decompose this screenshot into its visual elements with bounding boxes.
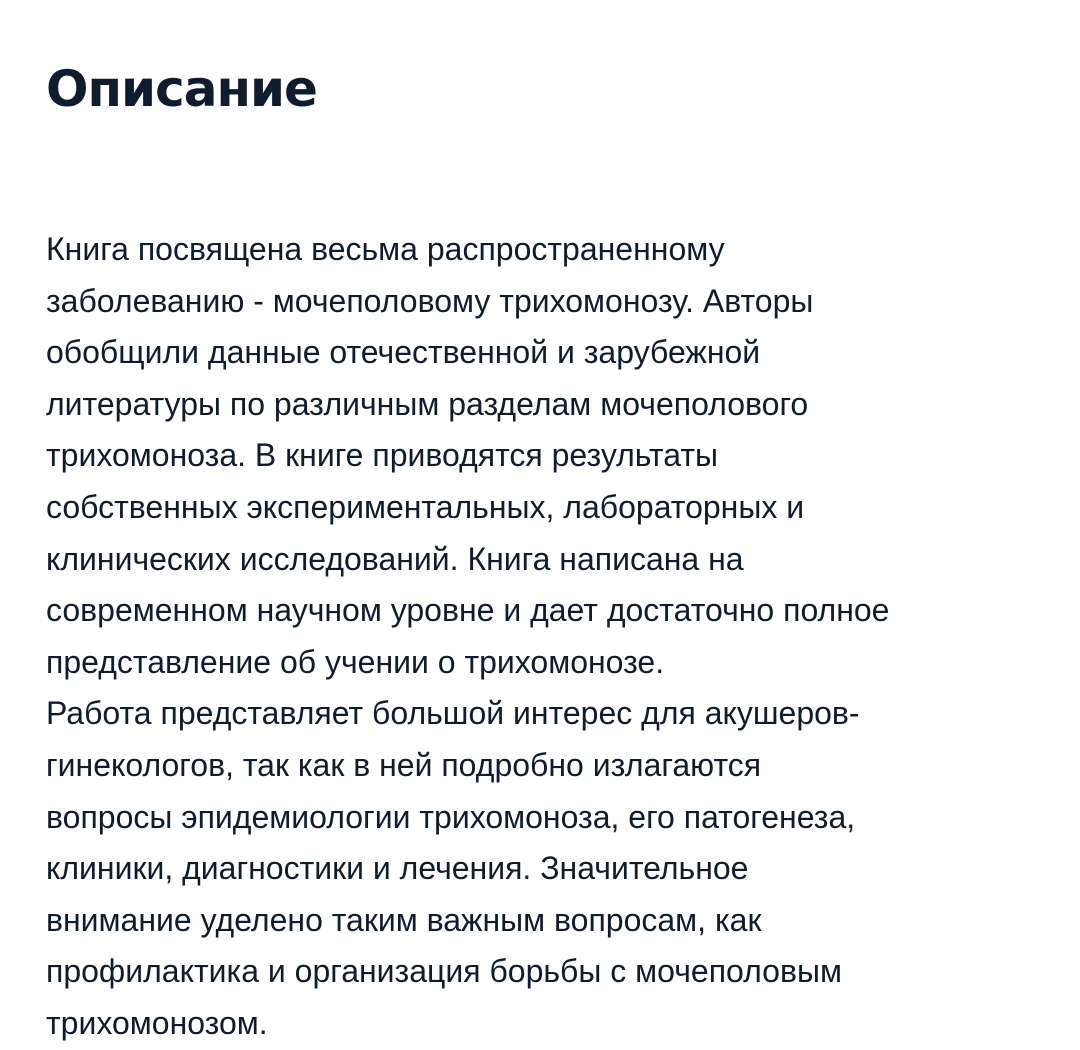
description-line: собственных экспериментальных, лабораторных и (46, 488, 805, 525)
description-line: Книга посвящена весьма распространенному (46, 231, 725, 267)
description-line: обобщили данные отечественной и зарубежной (46, 334, 761, 371)
description-line: вопросы эпидемиологии трихомоноза, его патогенеза, (46, 798, 856, 835)
description-line: Работа представляет большой интерес для акушеров- (46, 695, 860, 732)
description-body (46, 224, 1046, 1050)
section-title: Описание (46, 60, 317, 118)
description-line: профилактика и организация борьбы с мочеполовым (46, 953, 842, 990)
description-line: трихомонозом. (46, 1004, 268, 1041)
description-line: клиники, диагностики и лечения. Значительное (46, 850, 749, 887)
description-line: литературы по различным разделам мочеполового (46, 385, 809, 422)
description-line: трихомоноза. В книге приводятся результаты (46, 437, 718, 474)
description-section (46, 52, 1046, 1050)
description-line: гинекологов, так как в ней подробно излагаются (46, 746, 762, 783)
description-line: представление об учении о трихомонозе. (46, 643, 665, 680)
description-line: заболеванию - мочеполовому трихомонозу. Авторы (46, 282, 814, 319)
description-line: клинических исследований. Книга написана на (46, 540, 744, 577)
description-line: внимание уделено таким важным вопросам, как (46, 901, 762, 938)
description-line: современном научном уровне и дает достаточно полное (46, 592, 890, 629)
